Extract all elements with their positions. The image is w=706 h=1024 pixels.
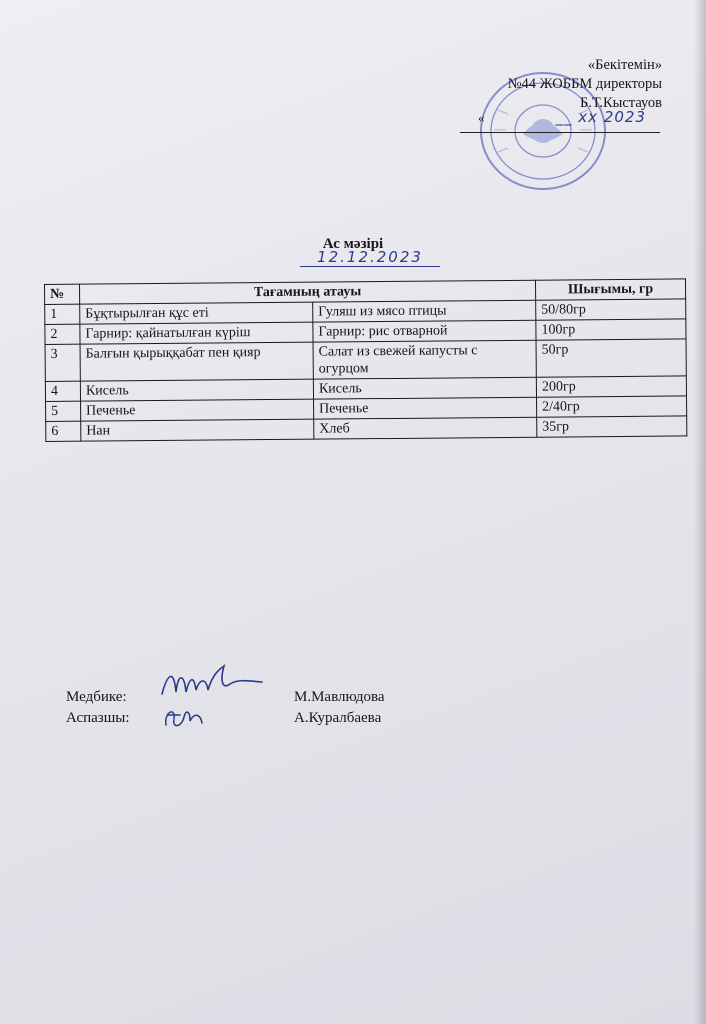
table-row [45,339,686,382]
dish-name-kz: Печенье [81,399,314,421]
approval-director-name: Б.Т.Кыстауов [579,95,662,111]
dish-yield: 100гр [536,319,686,340]
dish-name-kz: Бұқтырылған құс еті [80,302,313,324]
document-title: Ас мәзірі [322,236,384,252]
dish-name-ru: Гуляш из мясо птицы [313,300,536,322]
dish-yield: 50гр [536,339,686,377]
dish-yield: 35гр [537,416,687,437]
cook-role: Аспазшы: [66,710,130,726]
row-number: 2 [45,324,80,344]
row-number: 4 [45,381,80,401]
approval-position: №44 ЖОББМ директоры [507,76,662,92]
header-yield: Шығымы, гр [535,279,685,300]
dish-name-kz: Нан [81,419,314,441]
dish-yield: 2/40гр [537,396,687,417]
approval-block [508,56,662,113]
dish-name-kz: Гарнир: қайнатылған күріш [80,322,313,344]
page-edge-shadow [694,0,706,1024]
dish-name-ru: Гарнир: рис отварной [313,320,536,342]
header-dish-name: Тағамның атауы [80,280,536,304]
row-number: 6 [46,421,81,441]
approval-heading: «Бекітемін» [587,57,662,73]
dish-name-ru: Печенье [314,397,537,419]
nurse-name: М.Мавлюдова [294,689,385,705]
dish-name-ru: Кисель [313,377,536,399]
menu-table [44,278,687,442]
row-number: 1 [45,304,80,324]
header-number: № [45,284,80,304]
document-date-handwritten: 12.12.2023 [300,248,440,267]
dish-name-kz: Балғын қырыққабат пен қияр [80,342,313,381]
nurse-signature-icon [158,662,268,702]
cook-signature-icon [160,703,212,733]
nurse-role: Медбике: [66,689,127,705]
dish-name-ru: Салат из свежей капусты с огурцом [313,340,536,379]
approval-date-line [460,108,660,133]
row-number: 5 [46,401,81,421]
dish-yield: 200гр [536,376,686,397]
dish-yield: 50/80гр [536,299,686,320]
approval-date-handwritten: __ xx 2023 [555,108,646,126]
approval-date-prefix: « [478,110,485,125]
row-number: 3 [45,344,80,381]
cook-name: А.Куралбаева [294,710,382,726]
dish-name-ru: Хлеб [314,417,537,439]
dish-name-kz: Кисель [80,379,313,401]
